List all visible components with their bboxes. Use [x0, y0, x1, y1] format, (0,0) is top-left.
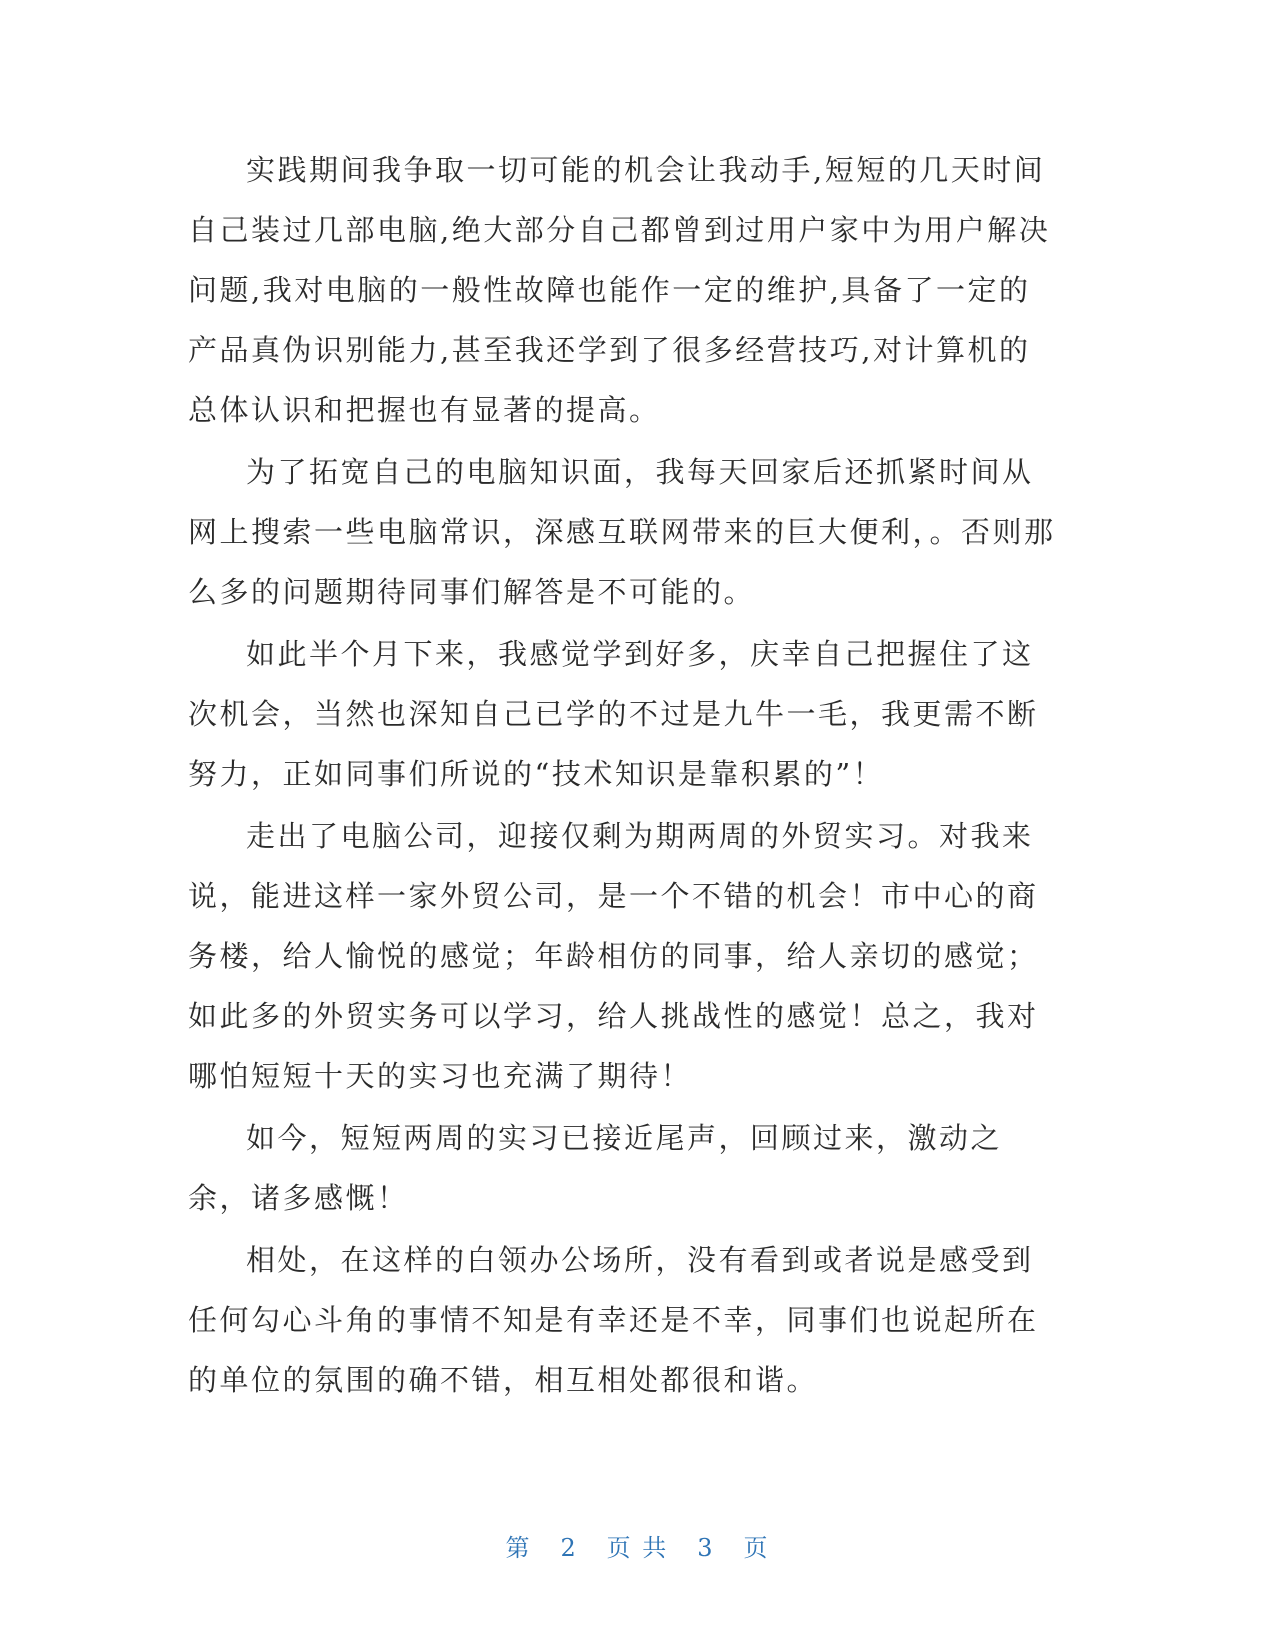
document-body — [188, 140, 1058, 1410]
footer-suffix: 页 — [743, 1534, 770, 1562]
page-footer — [0, 1528, 1275, 1563]
paragraph-2: 为了拓宽自己的电脑知识面，我每天回家后还抓紧时间从网上搜索一些电脑常识，深感互联网带来的巨大便利，。否则那么多的问题期待同事们解答是不可能的。 — [188, 455, 1056, 609]
paragraph-1: 实践期间我争取一切可能的机会让我动手,短短的几天时间自己装过几部电脑,绝大部分自己都曾到过用户家中为用户解决问题,我对电脑的一般性故障也能作一定的维护,具备了一定的产品真伪识别能力,甚至我还学到了很多经营技巧,对计算机的总体认识和把握也有显著的提高。 — [188, 153, 1051, 427]
paragraph-3: 如此半个月下来，我感觉学到好多，庆幸自己把握住了这次机会，当然也深知自己已学的不过是九牛一毛，我更需不断努力，正如同事们所说的“技术知识是靠积累的”！ — [188, 637, 1039, 791]
paragraph-6: 相处，在这样的白领办公场所，没有看到或者说是感受到任何勾心斗角的事情不知是有幸还是不幸，同事们也说起所在的单位的氛围的确不错，相互相处都很和谐。 — [188, 1243, 1039, 1397]
footer-middle: 页 共 — [606, 1534, 669, 1562]
footer-prefix: 第 — [505, 1534, 532, 1562]
footer-current-page: 2 — [560, 1534, 578, 1562]
paragraph-5: 如今，短短两周的实习已接近尾声，回顾过来，激动之余，诸多感慨！ — [188, 1121, 1003, 1215]
footer-total-pages: 3 — [697, 1534, 715, 1562]
paragraph-4: 走出了电脑公司，迎接仅剩为期两周的外贸实习。对我来说，能进这样一家外贸公司，是一个不错的机会！市中心的商务楼，给人愉悦的感觉；年龄相仿的同事，给人亲切的感觉；如此多的外贸实务可以学习，给人挑战性的感觉！总之，我对哪怕短短十天的实习也充满了期待！ — [188, 819, 1039, 1093]
